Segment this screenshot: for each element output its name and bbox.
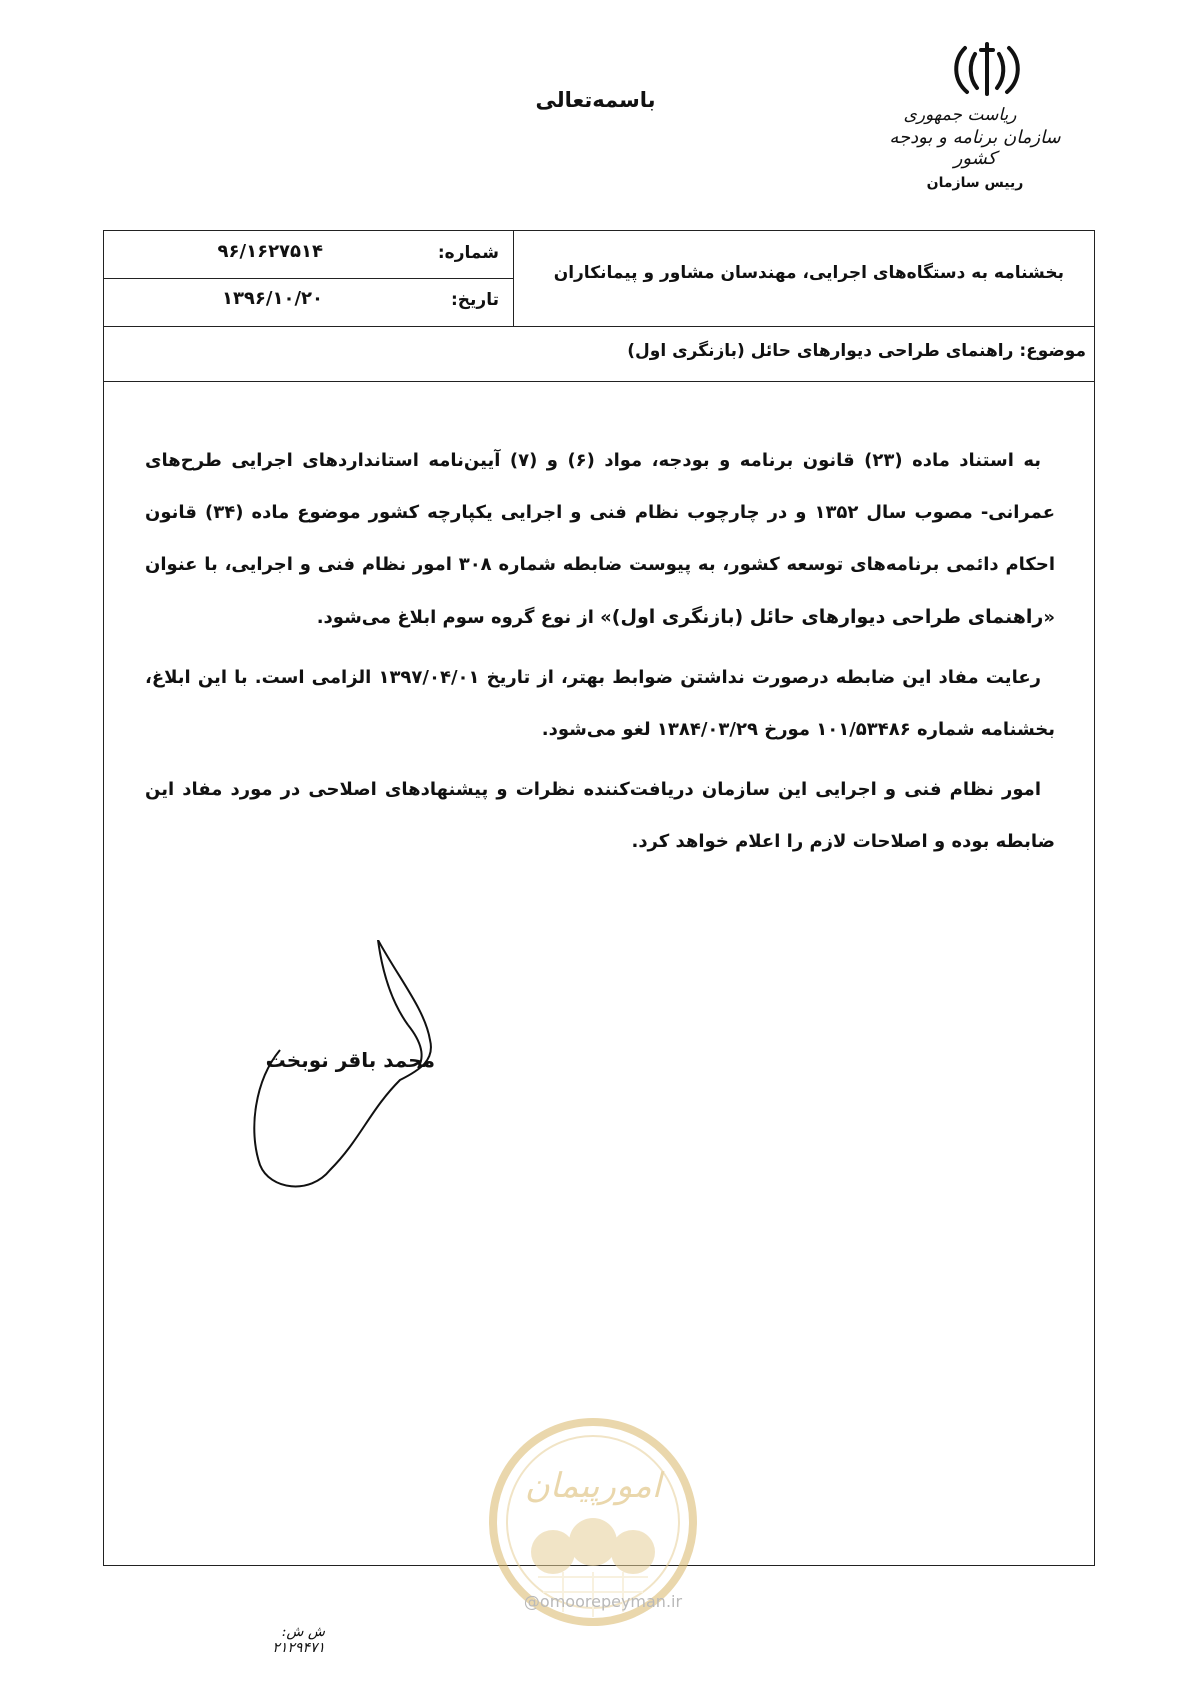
- signer-name: محمد باقر نوبخت: [265, 1048, 435, 1072]
- header-row: [104, 231, 1094, 327]
- subject-text: موضوع: راهنمای طراحی دیوارهای حائل (بازنگری اول): [627, 341, 1086, 361]
- recipients-line: بخشنامه به دستگاه‌های اجرایی، مهندسان مشاور و پیمانکاران: [553, 263, 1064, 283]
- document-title: راهنمای طراحی دیوارهای حائل (بازنگری اول): [611, 606, 1044, 628]
- organization-head: رییس سازمان: [926, 175, 1024, 191]
- organization-name: سازمان برنامه و بودجه کشور: [889, 127, 1061, 169]
- date-row: [104, 278, 513, 325]
- body-paragraph-1: [145, 435, 1055, 644]
- number-value: ۹۶/۱۶۲۷۵۱۴: [217, 241, 323, 262]
- letter-frame: [103, 230, 1095, 1566]
- page-heading: باسمه‌تعالی: [535, 88, 656, 112]
- footer-code: ش ش: ۲۱۲۹۴۷۱: [272, 1624, 325, 1656]
- date-label: تاریخ:: [451, 290, 499, 310]
- watermark-site: @omoorepeyman.ir: [523, 1592, 683, 1611]
- presidency-label: ریاست جمهوری: [903, 105, 1017, 125]
- date-value: ۱۳۹۶/۱۰/۲۰: [221, 288, 323, 309]
- subject-row: [104, 326, 1094, 382]
- meta-box: [104, 231, 514, 326]
- iran-emblem-icon: [951, 40, 1023, 98]
- paragraph-1-text-a: به استناد ماده (۲۳) قانون برنامه و بودجه، مواد (۶) و (۷) آیین‌نامه استانداردهای اجرایی طرح‌های عمرانی- مصوب سال ۱۳۵۲ و در چارچوب نظام فنی و اجرایی یکپارچه کشور موضوع ماده (۳۴) قانون احکام دائمی برنامه‌های توسعه کشور، به پیوست ضابطه شماره ۳۰۸ امور نظام فنی و اجرایی، با عنوان «: [145, 450, 1056, 628]
- number-row: [104, 231, 513, 279]
- body-paragraph-3: امور نظام فنی و اجرایی این سازمان دریافت‌کننده نظرات و پیشنهادهای اصلاحی در مورد مفاد این ضابطه بوده و اصلاحات لازم را اعلام خواهد کرد.: [145, 779, 1055, 852]
- organization-block: [880, 105, 1070, 191]
- body-paragraph-2: رعایت مفاد این ضابطه درصورت نداشتن ضوابط بهتر، از تاریخ ۱۳۹۷/۰۴/۰۱ الزامی است. با این ابلاغ، بخشنامه شماره ۱۰۱/۵۳۴۸۶ مورخ ۱۳۸۴/۰۳/۲۹ لغو می‌شود.: [145, 667, 1055, 740]
- number-label: شماره:: [437, 243, 499, 263]
- paragraph-1-text-b: » از نوع گروه سوم ابلاغ می‌شود.: [316, 607, 612, 628]
- seal-text: امورپیمان: [524, 1466, 662, 1506]
- letter-body: [145, 435, 1055, 876]
